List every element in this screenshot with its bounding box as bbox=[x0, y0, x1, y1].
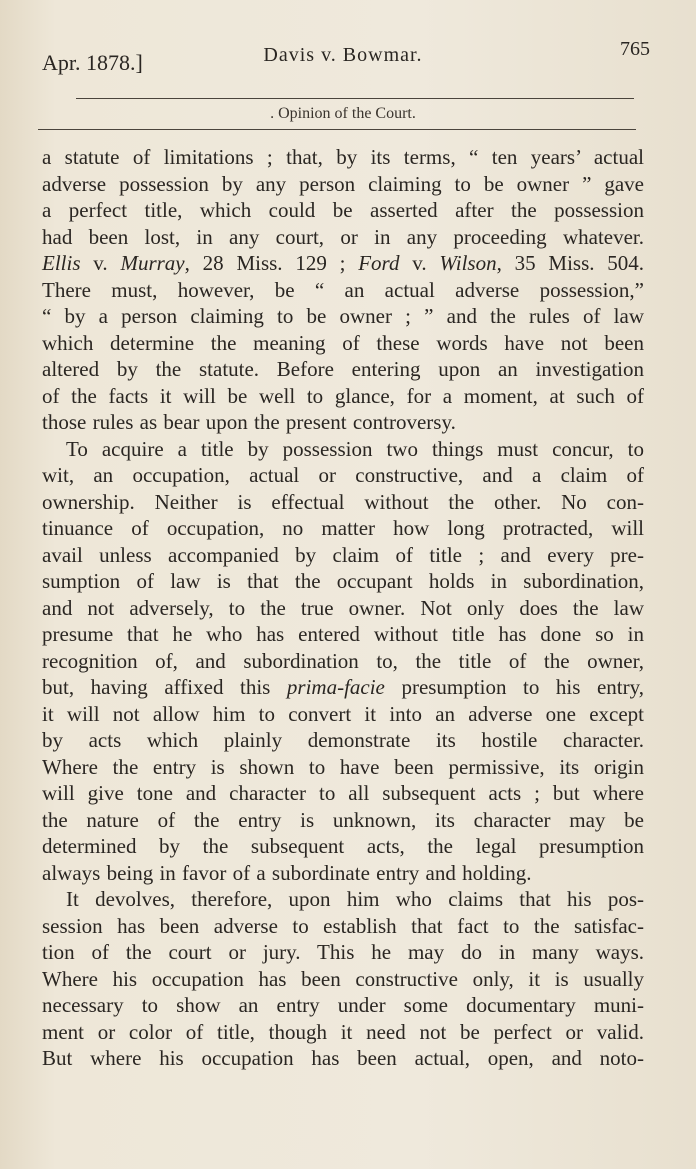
paragraph bbox=[42, 144, 644, 436]
text-line: To acquire a title by possession two things must concur, to bbox=[66, 436, 644, 461]
text-line: necessary to show an entry under some documentary muni- bbox=[42, 993, 644, 1017]
text-line: recognition of, and subordination to, the title of the owner, bbox=[42, 648, 644, 673]
text-line: avail unless accompanied by claim of title ; and every pre- bbox=[42, 542, 644, 567]
text-line: a perfect title, which could be asserted after the possession bbox=[42, 198, 644, 222]
text-line: session has been adverse to establish that fact to the satisfac- bbox=[42, 913, 644, 938]
text-line: but, having affixed this prima-facie presumption to his entry, bbox=[42, 675, 644, 699]
text-line: a statute of limitations ; that, by its terms, “ ten years’ actual bbox=[42, 145, 644, 169]
section-heading: . Opinion of the Court. bbox=[270, 105, 416, 122]
text-line: It devolves, therefore, upon him who claims that his pos- bbox=[66, 887, 644, 911]
running-head-title: Davis v. Bowmar. bbox=[263, 44, 423, 66]
text-line: “ by a person claiming to be owner ; ” and the rules of law bbox=[42, 304, 644, 328]
text-line: those rules as bear upon the present controversy. bbox=[42, 410, 456, 434]
bottom-rule bbox=[38, 129, 636, 130]
paragraph bbox=[42, 886, 644, 1072]
text-line: ownership. Neither is effectual without the other. No con- bbox=[42, 489, 644, 514]
text-line: Ellis v. Murray, 28 Miss. 129 ; Ford v. Wilson, 35 Miss. 504. bbox=[42, 251, 645, 275]
running-head-date: Apr. 1878.] bbox=[42, 50, 143, 75]
page-number: 765 bbox=[620, 38, 650, 60]
text-line: sumption of law is that the occupant holds in subordination, bbox=[42, 569, 644, 593]
text-line: and not adversely, to the true owner. Not only does the law bbox=[42, 595, 644, 620]
text-line: Where the entry is shown to have been permissive, its origin bbox=[42, 754, 644, 779]
text-line: which determine the meaning of these words have not been bbox=[42, 330, 644, 355]
text-line: tion of the court or jury. This he may do in many ways. bbox=[42, 940, 644, 964]
text-line: it will not allow him to convert it into an adverse one except bbox=[42, 701, 644, 726]
top-rule bbox=[76, 98, 634, 99]
text-line: tinuance of occupation, no matter how long protracted, will bbox=[42, 516, 644, 540]
text-line: But where his occupation has been actual, open, and noto- bbox=[42, 1046, 644, 1070]
text-line: had been lost, in any court, or in any proceeding whatever. bbox=[42, 224, 644, 249]
text-line: There must, however, be “ an actual adverse possession,” bbox=[42, 277, 644, 302]
paragraph bbox=[42, 436, 644, 887]
text-line: Where his occupation has been constructive only, it is usually bbox=[42, 966, 644, 991]
text-line: of the facts it will be well to glance, for a moment, at such of bbox=[42, 383, 644, 408]
text-line: ment or color of title, though it need not be perfect or valid. bbox=[42, 1019, 644, 1044]
text-line: always being in favor of a subordinate entry and holding. bbox=[42, 860, 532, 885]
text-line: wit, an occupation, actual or constructive, and a claim of bbox=[42, 463, 644, 487]
text-line: presume that he who has entered without title has done so in bbox=[42, 622, 644, 646]
text-line: the nature of the entry is unknown, its character may be bbox=[42, 807, 644, 832]
running-head bbox=[42, 38, 650, 80]
text-line: will give tone and character to all subsequent acts ; but where bbox=[42, 781, 644, 805]
opinion-text bbox=[42, 144, 644, 1072]
text-line: by acts which plainly demonstrate its hostile character. bbox=[42, 728, 644, 752]
text-line: altered by the statute. Before entering upon an investigation bbox=[42, 357, 644, 381]
text-line: determined by the subsequent acts, the legal presumption bbox=[42, 834, 644, 858]
text-line: adverse possession by any person claiming to be owner ” gave bbox=[42, 171, 644, 196]
